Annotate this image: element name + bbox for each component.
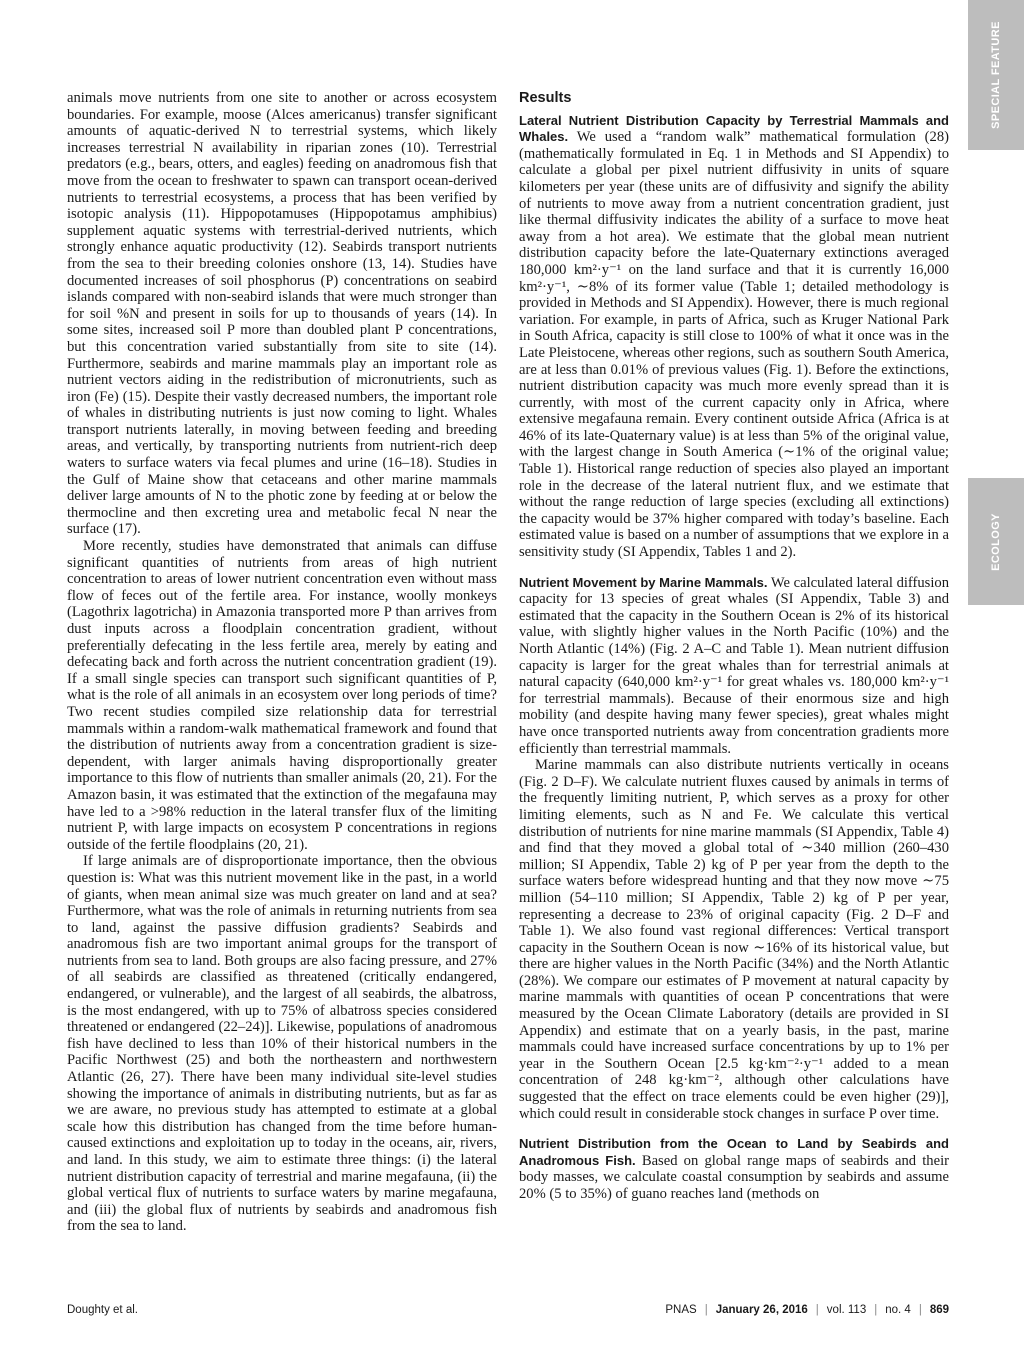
footer-journal: PNAS [665,1304,697,1316]
body-paragraph: animals move nutrients from one site to another or across ecosystem boundaries. For example, moose (Alces americanus) transfer significant amounts of aquatic-derived N to terrestrial systems, which likely increases terrestrial N availability in riparian zones (10). Terrestrial predators (e.g., bears, otters, and eagles) feeding on anadromous fish that move from the ocean to freshwater to spawn can transport ocean-derived nutrients to terrestrial ecosystems, a process that has been verified by isotopic analysis (11). Hippopotamuses (Hippopotamus amphibius) supplement aquatic systems with terrestrial-derived nutrients, which strongly enhance aquatic productivity (12). Seabirds transport nutrients from the sea to their breeding colonies onshore (13, 14). Studies have documented increases of soil phosphorus (P) concentrations on seabird islands compared with non-seabird islands that were much stronger than for soil %N and present in soils for up to thousands of years (14). In some sites, increased soil P more than doubled plant P concentrations, but this concentration varied substantially from site to site (14). Furthermore, seabirds and marine mammals play an important role as nutrient vectors aiding in the redistribution of micronutrients, such as iron (Fe) (15). Despite their vastly decreased numbers, the important role of whales in distributing nutrients is just now coming to light. Whales transport nutrients laterally, in moving between feeding and breeding areas, and vertically, by transporting nutrients from nutrient-rich deep waters to surface waters via fecal plumes and urine (16–18). Studies in the Gulf of Maine show that cetaceans and other marine mammals deliver large amounts of N to the photic zone by feeding at or below the thermocline and then excreting urea and metabolic fecal N near the surface (17). [67,90,497,538]
footer-authors: Doughty et al. [67,1304,138,1316]
section-title: Results [519,90,572,106]
body-paragraph [519,113,949,561]
body-paragraph [519,1136,949,1202]
body-paragraph: More recently, studies have demonstrated that animals can diffuse significant quantities of nutrients from areas of high nutrient concentration to areas of lower nutrient concentration even without mass flow of feces out of the fertile area. For instance, woolly monkeys (Lagothrix lagotricha) in Amazonia transported more P than arrives from dust inputs across a floodplain concentration gradient, without preferentially defecating in the less fertile area, merely by eating and defecating back and forth across the nutrient concentration gradient (19). If a small single species can transport such significant quantities of P, what is the role of all animals in an ecosystem over long periods of time? Two recent studies compiled size relationship data for terrestrial mammals within a random-walk mathematical framework and found that the distribution of nutrients away from a concentration gradient is size-dependent, with larger animals having disproportionally greater importance to this flow of nutrients than smaller animals (20, 21). For the Amazon basin, it was estimated that the extinction of the megafauna may have led to a >98% reduction in the lateral transfer flux of the limiting nutrient P, with large impacts on ecosystem P concentrations in regions outside of the fertile floodplains (20, 21). [67,538,497,853]
special-feature-tab [968,0,1024,150]
footer-page-number: 869 [929,1304,949,1316]
ecology-label: ECOLOGY [990,512,1002,571]
footer-citation: PNAS | January 26, 2016 | vol. 113 | no. 4 | 869 [665,1304,949,1316]
body-paragraph: If large animals are of disproportionate importance, then the obvious question is: What was this nutrient movement like in the past, in a world of giants, when mean animal size was much greater on land and at sea? Furthermore, what was the role of animals in returning nutrients from sea to land, against the passive diffusion gradients? Seabirds and anadromous fish are two important animal groups for the transport of nutrients from sea to land. Both groups are also facing pressure, and 27% of all seabirds are classified as threatened (critically endangered, endangered, or vulnerable), and the largest of all seabirds, the albatross, is the most endangered, with up to 75% of albatross species considered threatened or endangered (22–24)]. Likewise, populations of anadromous fish have declined to less than 10% of their historical numbers in the Pacific Northwest (25) and both the northeastern and northwestern Atlantic (26, 27). There have been many individual site-level studies showing the importance of animals in distributing nutrients, but as far as we are aware, no previous study has attempted to estimate at a global scale how this distribution has changed from the time before human-caused extinctions and exploitation up to today in the oceans, air, rivers, and land. In this study, we aim to estimate three things: (i) the lateral nutrient distribution capacity of terrestrial and marine megafauna, (ii) the global vertical flux of nutrients to surface waters by marine megafauna, and (iii) the global flux of nutrients by seabirds and anadromous fish from the sea to land. [67,853,497,1235]
subsection-heading: Nutrient Distribution from the Ocean to Land by Seabirds and Anadromous Fish. [519,1136,949,1168]
footer-volume: vol. 113 [826,1304,867,1316]
right-column [519,90,949,1203]
body-paragraph [519,575,949,758]
ecology-tab [968,478,1024,605]
footer-issue: no. 4 [885,1304,911,1316]
paragraph-text: We used a “random walk” mathematical formulation (28) (mathematically formulated in Eq. 1 in Methods and SI Appendix) to calculate a global per pixel nutrient diffusivity in units of square kilometers per year (these units are of diffusivity and signify the ability of nutrients to move away from a nutrient concentration gradient, just like thermal diffusivity indicates the ability of a surface to move heat away from a hot area). We estimate that the global mean nutrient distribution capacity before the late-Quaternary extinctions averaged 180,000 km²·y⁻¹ on the land surface and that it is currently 16,000 km²·y⁻¹, ∼8% of its former value (Table 1; detailed methodology is provided in Methods and SI Appendix). However, there is much regional variation. For example, in parts of Africa, such as Kruger National Park in South Africa, capacity is still close to 100% of what it once was in the Late Pleistocene, whereas other regions, such as southern South America, are at less than 0.01% of previous values (Fig. 1). Before the extinctions, nutrient distribution capacity was much more evenly spread than it is currently, with most of the current capacity only in Africa, where extensive megafauna remain. Every continent outside Africa (Africa is at 46% of its late-Quaternary value) is at less than 5% of the original value, with the largest change in South America (∼1% of the original value; Table 1). Historical range reduction of species also played an important role in the decrease of the lateral nutrient flux, and we estimate that without the range reduction of large species (excluding all extinctions) the capacity would be 37% higher compared with today’s baseline. Each estimated value is based on a number of assumptions that we explore in a sensitivity study (SI Appendix, Tables 1 and 2). [519,129,949,561]
special-feature-label: SPECIAL FEATURE [990,21,1002,129]
paragraph-text: Based on global range maps of seabirds and their body masses, we calculate coastal consumption by seabirds and assume 20% (5 to 35%) of guano reaches land (methods on [519,1152,949,1202]
left-column [67,90,497,1235]
subsection-heading: Nutrient Movement by Marine Mammals. [519,574,768,590]
body-paragraph: Marine mammals can also distribute nutrients vertically in oceans (Fig. 2 D–F). We calculate nutrient fluxes caused by animals in terms of the frequently limiting nutrient, P, which serves as a proxy for other limiting elements, such as N and Fe. We calculate this vertical distribution of nutrients for nine marine mammals (SI Appendix, Table 4) and find that they moved a global total of ∼340 million (260–430 million; SI Appendix, Table 2) kg of P per year from the depth to the surface waters before widespread hunting and that they now move ∼75 million (54–110 million; SI Appendix, Table 2) kg of P per year, representing a decrease to 23% of original capacity (Fig. 2 D–F and Table 1). We also found vast regional differences: Vertical transport capacity in the Southern Ocean is now ∼16% of its historical value, but there are higher values in the North Pacific (34%) and the North Atlantic (28%). We compare our estimates of P movement at natural capacity by marine mammals with quantities of ocean P concentrations that were measured by the Ocean Climate Laboratory (details are provided in SI Appendix) and estimate that on a yearly basis, in the past, marine mammals could have increased surface concentrations by up to 1% per year in the Southern Ocean [2.5 kg·km⁻²·y⁻¹ added to a mean concentration of 248 kg·km⁻², although other calculations have suggested that the effect on trace elements could be even higher (29)], which could result in considerable stock changes in surface P over time. [519,757,949,1122]
paragraph-text: We calculated lateral diffusion capacity for 13 species of great whales (SI Appendix, Table 3) and estimated that the capacity in the Southern Ocean is 2% of its historical value, with slightly higher values in the North Pacific (10%) and the North Atlantic (14%) (Fig. 2 A–C and Table 1). Mean nutrient diffusion capacity is larger for the great whales than for terrestrial animals at natural capacity (640,000 km²·y⁻¹ for great whales vs. 180,000 km²·y⁻¹ for terrestrial mammals). Because of their enormous size and high mobility (and despite having many fewer species), great whales might have once transported nutrients away from concentration gradients more efficiently than terrestrial mammals. [519,574,949,757]
subsection-heading: Lateral Nutrient Distribution Capacity by Terrestrial Mammals and Whales. [519,112,949,145]
footer-date: January 26, 2016 [715,1304,808,1316]
